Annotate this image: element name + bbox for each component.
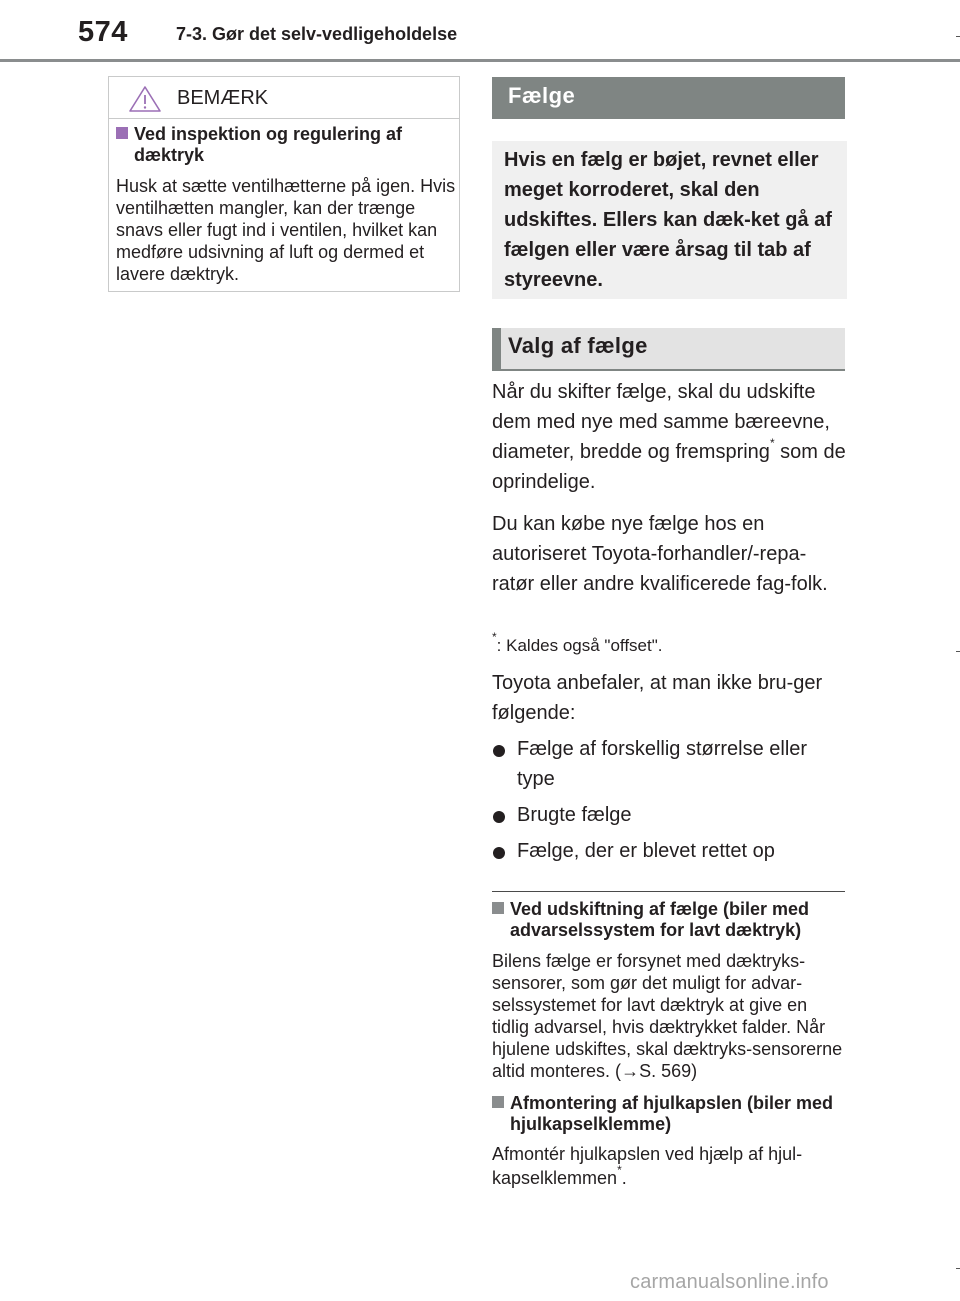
list-item-text: Fælge af forskellig størrelse eller type — [517, 738, 808, 790]
tpms-body-text: Bilens fælge er forsynet med dæktryks-sensorer, som gør det muligt for advar-selssystemet for lavt dæktryk at give en tidlig advarsel, hvis dæktrykket falder. Når hjulene udskiftes, skal dæktryks-sensorerne altid monteres. ( — [492, 951, 843, 1081]
footnote-mark: * — [492, 630, 497, 645]
section-title-faelge: Fælge — [508, 83, 576, 108]
chapter-title: 7-3. Gør det selv-vedligeholdelse — [176, 24, 458, 44]
watermark: carmanualsonline.info — [630, 1271, 829, 1293]
notice-header — [109, 77, 459, 119]
notice-label: BEMÆRK — [177, 87, 269, 109]
faelge-warning-text: Hvis en fælg er bøjet, revnet eller meget korroderet, skal den udskiftes. Ellers kan dæk-ket gå af fælgen eller være årsag til tab af styreevne. — [504, 149, 832, 291]
section-header-faelge — [492, 77, 845, 119]
faelge-warning-panel — [492, 141, 847, 299]
section-header-accent-bar — [492, 328, 501, 369]
subheading-hubcap-text: Afmontering af hjulkapslen (biler med hjulkapselklemme) — [510, 1093, 834, 1134]
notice-body: Husk at sætte ventilhætterne på igen. Hvis ventilhætten mangler, kan der trænge snavs eller fugt ind i ventilen, hvilket kan medføre udsivning af luft og dermed et lavere dæktryk. — [116, 176, 456, 284]
subheading-hubcap — [492, 1093, 866, 1135]
hubcap-body-text: Afmontér hjulkapslen ved hjælp af hjul-kapselklemmen — [492, 1144, 803, 1188]
crop-mark — [956, 1268, 960, 1269]
bullet-dot-icon — [493, 811, 505, 823]
page-number: 574 — [78, 16, 128, 48]
paragraph-recommendation: Toyota anbefaler, at man ikke bru-ger følgende: — [492, 672, 823, 724]
hubcap-body-end: . — [621, 1168, 627, 1188]
list-item-text: Brugte fælge — [517, 804, 632, 826]
paragraph-replace-rims — [492, 377, 848, 497]
subheading-tpms — [492, 899, 866, 941]
para1-text-a: Når du skifter fælge, skal du udskifte dem med nye med samme bæreevne, diameter, bredde og fremspring — [492, 381, 830, 463]
bullet-dot-icon — [493, 847, 505, 859]
arrow-right-icon: → — [621, 1061, 640, 1081]
square-bullet-icon — [116, 127, 128, 139]
crop-mark — [956, 36, 960, 37]
hubcap-footnote-mark: * — [617, 1163, 622, 1177]
section-title-valg: Valg af fælge — [508, 333, 648, 358]
bullet-dot-icon — [493, 745, 505, 757]
square-bullet-icon — [492, 902, 504, 914]
list-item-text: Fælge, der er blevet rettet op — [517, 840, 775, 862]
warning-triangle-icon — [128, 85, 162, 113]
para1-text-b: som de oprindelige. — [492, 441, 846, 493]
square-bullet-icon — [492, 1096, 504, 1108]
list-item — [492, 836, 848, 866]
page-reference-link[interactable]: S. 569 — [639, 1061, 692, 1081]
crop-mark — [956, 651, 960, 652]
para1-footnote-mark: * — [769, 436, 775, 451]
tpms-body-close: ) — [691, 1061, 698, 1081]
footnote-text: : Kaldes også "offset". — [496, 636, 663, 655]
list-item — [492, 734, 848, 794]
hubcap-body — [492, 1142, 848, 1190]
notice-subheading — [116, 124, 469, 166]
section-divider — [492, 891, 845, 892]
list-item — [492, 800, 848, 830]
notice-subheading-text: Ved inspektion og regulering af dæktryk — [134, 124, 403, 165]
header-rule — [0, 59, 960, 62]
section-header-valg — [492, 328, 845, 371]
tpms-body — [492, 950, 848, 1082]
notice-box — [108, 76, 460, 292]
subheading-tpms-text: Ved udskiftning af fælge (biler med advarselssystem for lavt dæktryk) — [510, 899, 810, 940]
footnote — [492, 630, 848, 656]
paragraph-dealer: Du kan købe nye fælge hos en autoriseret Toyota-forhandler/-repa-ratør eller andre kvalificerede fag-folk. — [492, 513, 828, 595]
